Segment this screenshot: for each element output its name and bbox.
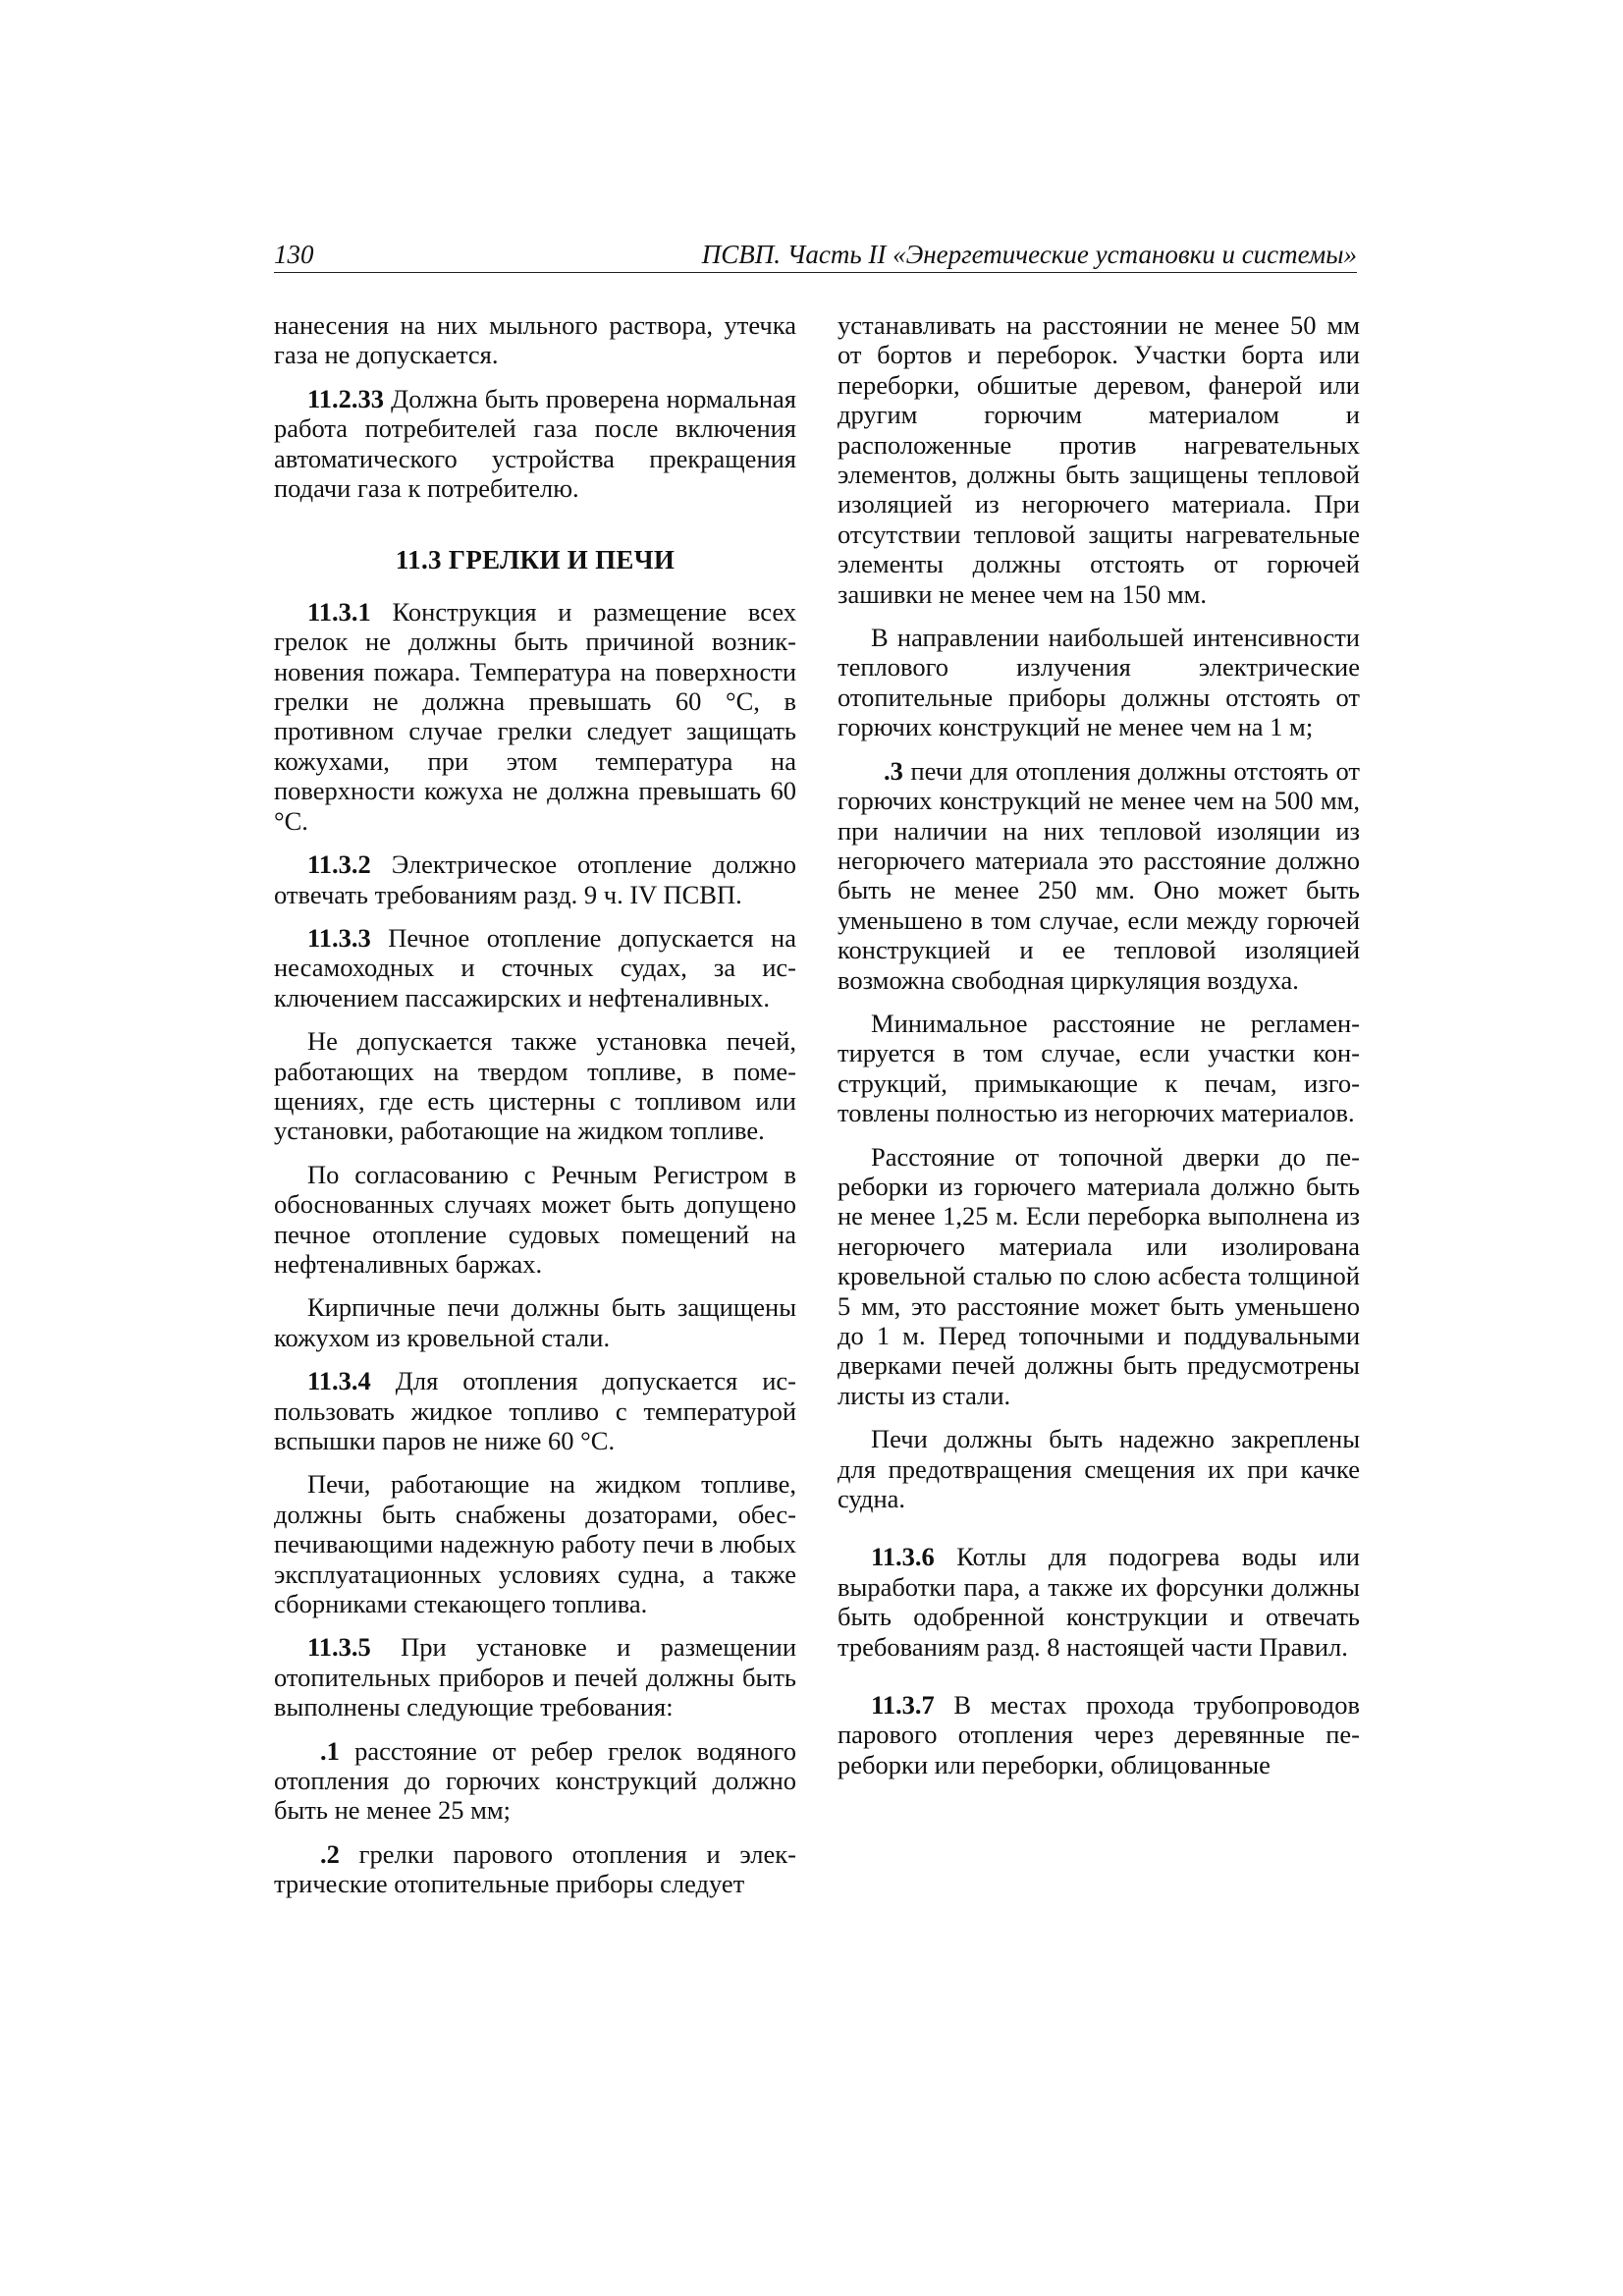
clause-11-3-3	[274, 923, 796, 1012]
paragraph: Печи должны быть надежно закреплены для предотвращения смещения их при качке судна.	[838, 1424, 1360, 1514]
running-title: ПСВП. Часть II «Энергетические установки и системы»	[701, 240, 1357, 269]
right-column	[838, 310, 1360, 1793]
left-column	[274, 310, 796, 1913]
clause-number: 11.2.33	[307, 383, 385, 413]
clause-number: 11.3.2	[307, 849, 371, 880]
clause-text: В местах прохода трубопроводов парового отопления через деревянные переборки или переборки, облицованные	[838, 1690, 1360, 1779]
item-number: .1	[320, 1735, 340, 1766]
item-text: печи для отопления должны отстоять от горючих конструкций не менее чем на 500 мм, при наличии на них тепловой изоляции из негорючего материала это расстояние должно быть не менее 250 мм. Оно может быть уменьшено в том случае, если между горючей конструкцией и ее тепловой изоляцией возможна свободная циркуляция воздуха.	[838, 755, 1360, 995]
list-item-1	[274, 1736, 796, 1826]
section-title: 11.3 ГРЕЛКИ И ПЕЧИ	[395, 545, 676, 575]
clause-11-3-2	[274, 849, 796, 909]
clause-number: 11.3.1	[307, 596, 371, 627]
page-number: 130	[274, 240, 314, 269]
clause-11-3-7	[838, 1690, 1360, 1779]
clause-text: При установке и размещении отопительных приборов и печей должны быть выполнены следующие требования:	[274, 1632, 796, 1722]
paragraph: Расстояние от топочной дверки до переборки из горючего материала должно быть не менее 1,25 м. Если переборка выполнена из негорючего материала или изолирована кровельной сталью по слою асбеста толщиной 5 мм, это расстояние может быть уменьшено до 1 м. Перед топочными и поддувальными дверками печей должны быть предусмотрены листы из стали.	[838, 1141, 1360, 1410]
list-item-3	[838, 756, 1360, 995]
list-item-2	[274, 1839, 796, 1899]
item-text: расстояние от ребер грелок водяного отопления до горючих конструкций должно быть не менее 25 мм;	[274, 1735, 796, 1826]
paragraph: Минимальное расстояние не регламентируется в том случае, если участки конструкций, примыкающие к печам, изготовлены полностью из негорючих материалов.	[838, 1008, 1360, 1128]
clause-number: 11.3.3	[307, 922, 371, 953]
clause-11-3-4	[274, 1366, 796, 1455]
clause-number: 11.3.7	[871, 1690, 935, 1721]
clause-text: Котлы для подогрева воды или выработки пара, а также их форсунки должны быть одобренной конструкции и отвечать требованиям разд. 8 настоящей части Правил.	[838, 1542, 1360, 1662]
clause-text: Электрическое отопление должно отвечать требованиям разд. 9 ч. IV ПСВП.	[274, 849, 796, 909]
clause-text: Печное отопление допускается на несамоходных и сточных судах, за исключением пассажирских и нефтеналивных.	[274, 922, 796, 1012]
paragraph: Кирпичные печи должны быть защищены кожухом из кровельной стали.	[274, 1292, 796, 1352]
clause-number: 11.3.6	[871, 1542, 935, 1572]
paragraph: В направлении наибольшей интенсивности теплового излучения электрические отопительные приборы должны отстоять от горючих конструкций не менее чем на 1 м;	[838, 623, 1360, 742]
clause-text: Конструкция и размещение всех грелок не должны быть причиной возникновения пожара. Температура на поверхности грелки не должна превышать 60 °С, в противном случае грелки следует защищать кожухами, при этом температура на поверхности кожуха не должна превышать 60 °С.	[274, 596, 796, 836]
running-header	[274, 240, 1357, 273]
paragraph: Не допускается также установка печей, работающих на твердом топливе, в помещениях, где есть цистерны с топливом или установки, работающие на жидком топливе.	[274, 1026, 796, 1146]
clause-text: Для отопления допускается использовать жидкое топливо с температурой вспышки паров не ниже 60 °С.	[274, 1366, 796, 1455]
item-number: .2	[320, 1838, 340, 1869]
clause-text: Должна быть проверена нормальная работа потребителей газа после включения автоматического устройства прекращения подачи газа к потребителю.	[274, 383, 796, 504]
clause-number: 11.3.4	[307, 1366, 371, 1396]
paragraph: Печи, работающие на жидком топливе, должны быть снабжены дозаторами, обеспечивающими надежную работу печи в любых эксплуатационных условиях судна, а также сборниками стекающего топлива.	[274, 1469, 796, 1619]
clause-11-2-33	[274, 384, 796, 504]
clause-11-3-5	[274, 1632, 796, 1722]
item-number: .3	[884, 755, 903, 786]
paragraph: устанавливать на расстоянии не менее 50 мм от бортов и переборок. Участки борта или переборки, обшитые деревом, фанерой или другим горючим материалом и расположенные против нагревательных элементов, должны быть защищены тепловой изоляцией из негорючего материала. При отсутствии тепловой защиты нагревательные элементы должны отстоять от горючей зашивки не менее чем на 150 мм.	[838, 310, 1360, 609]
paragraph: нанесения на них мыльного раствора, утечка газа не допускается.	[274, 310, 796, 370]
clause-number: 11.3.5	[307, 1632, 371, 1663]
clause-11-3-1	[274, 597, 796, 836]
clause-11-3-6	[838, 1542, 1360, 1662]
paragraph: По согласованию с Речным Регистром в обоснованных случаях может быть допущено печное отопление судовых помещений на нефтеналивных баржах.	[274, 1159, 796, 1279]
item-text: грелки парового отопления и электрические отопительные приборы следует	[274, 1838, 796, 1899]
